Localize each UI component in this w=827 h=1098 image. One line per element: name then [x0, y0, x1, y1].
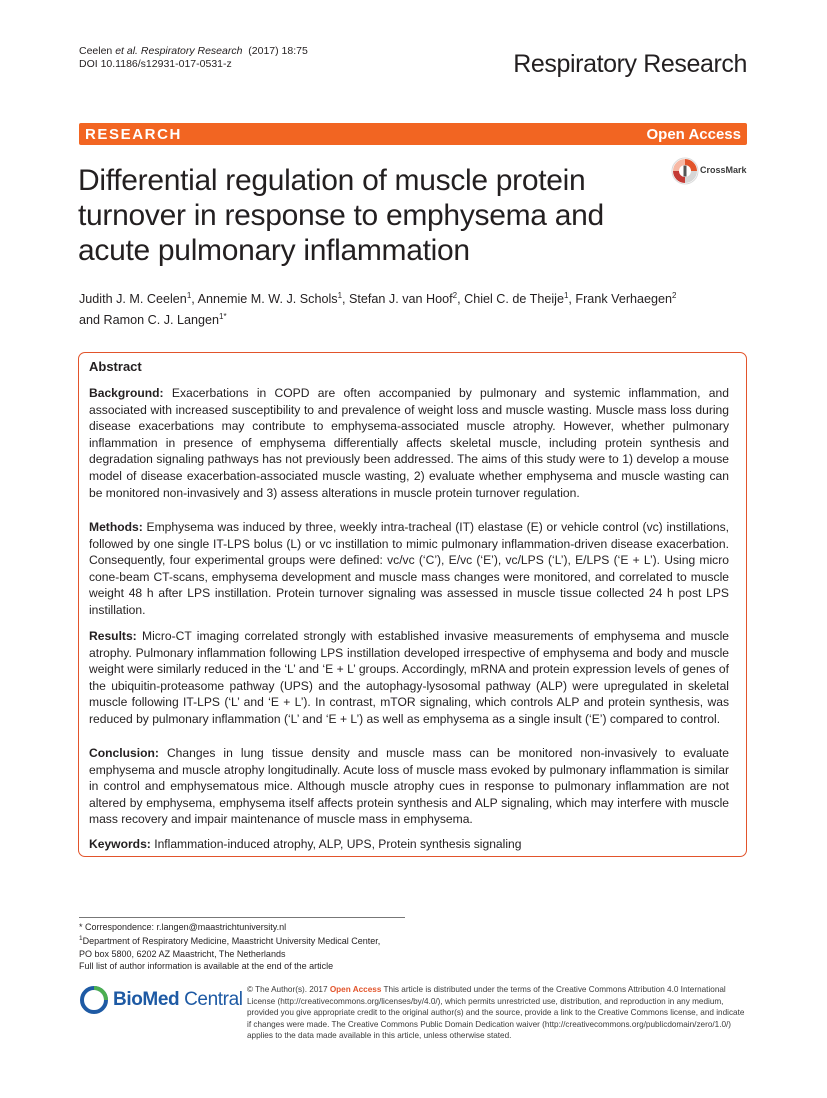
correspondence-note[interactable]: * Correspondence: r.langen@maastrichtuniversity.nl [79, 922, 287, 932]
title-line: acute pulmonary inflammation [78, 234, 470, 267]
author-affiliation: 1 [186, 291, 192, 300]
crossmark-label: CrossMark [700, 165, 747, 175]
abstract-box [78, 352, 747, 857]
affiliation-line: Department of Respiratory Medicine, Maastricht University Medical Center, [82, 936, 381, 947]
methods-text: Emphysema was induced by three, weekly intra-tracheal (IT) elastase (E) or vehicle control (vc) instillations, followed by one single IT-LPS bolus (L) or vc instillation to mimic pulmonary inflammation-driven disease exacerbation. Consequently, four experimental groups were defined: vc/vc (‘C’), E/vc (‘E’), vc/LPS (‘L’), E/LPS (‘E + L’). Using micro cone-beam CT-scans, emphysema development and muscle mass changes were monitored, and correlated to muscle weight 48 h after LPS instillation. Protein turnover signaling was assessed in muscle tissue collected 24 h post LPS instillation. [89, 520, 729, 617]
author-name[interactable]: Frank Verhaegen [575, 292, 673, 307]
citation-authors: Ceelen [79, 45, 113, 57]
citation-line [79, 45, 308, 58]
citation-journal: Respiratory Research [140, 45, 243, 57]
author-affiliation: 1 [563, 291, 569, 300]
footnote-divider [79, 917, 405, 918]
affiliation-number: 1 [79, 935, 83, 943]
footnotes [79, 921, 419, 973]
abstract-results [89, 628, 729, 728]
biomed-central-wordmark [113, 989, 243, 1011]
conclusion-label: Conclusion: [89, 746, 159, 760]
author-name[interactable]: Judith J. M. Ceelen [79, 292, 187, 307]
author-list: Judith J. M. Ceelen$^1$, Annemie M. W. J. Schols$^1$, Stefan J. van Hoof$^2$, Chiel C. de Theije$^1$, Frank Verhaegen$^2$ and Ramon C. J. Langen$^{1*}$ [79, 291, 677, 328]
results-label: Results: [89, 629, 137, 643]
biomed-central-icon [79, 985, 109, 1015]
results-text: Micro-CT imaging correlated strongly with established invasive measurements of emphysema and muscle atrophy. Pulmonary inflammation following LPS instillation developed irrespective of emphysema and body and muscle weight were similarly reduced in the ‘L’ and ‘E + L’ groups. Accordingly, mRNA and protein expression levels of genes of the ubiquitin-proteasome pathway (UPS) and the autophagy-lysosomal pathway (ALP) were upregulated in skeletal muscle following IT-LPS (‘L’ and ‘E + L’). In contrast, mTOR signaling, which controls ALP and protein synthesis, was reduced by pulmonary inflammation (‘L’ and ‘E + L’) as well as emphysema as a single insult (‘E’) compared to control. [89, 629, 729, 726]
author-affiliation: 2 [672, 291, 677, 300]
doi[interactable]: DOI 10.1186/s12931-017-0531-z [79, 58, 232, 70]
author-affiliation: 1 [337, 291, 343, 300]
affiliation-address: PO box 5800, 6202 AZ Maastricht, The Netherlands [79, 948, 286, 959]
abstract-keywords [89, 836, 729, 853]
keywords-label: Keywords: [89, 837, 151, 851]
article-type-banner [79, 123, 747, 145]
title-line: turnover in response to emphysema and [78, 199, 604, 232]
license-text [247, 984, 747, 1042]
keywords-text: Inflammation-induced atrophy, ALP, UPS, Protein synthesis signaling [154, 837, 522, 851]
citation-etal: et al. [115, 45, 138, 57]
author-name[interactable]: Chiel C. de Theije [464, 292, 564, 307]
title-line: Differential regulation of muscle protein [78, 164, 586, 197]
citation-year-volume: (2017) 18:75 [248, 45, 308, 57]
crossmark-badge[interactable] [671, 157, 749, 187]
abstract-background [89, 385, 729, 501]
author-name[interactable]: Stefan J. van Hoof [349, 292, 453, 307]
author-affiliation: 1* [219, 312, 227, 322]
full-author-info-note: Full list of author information is available at the end of the article [79, 961, 334, 972]
logo-regular-text: Central [184, 989, 243, 1010]
copyright: © The Author(s). 2017 [247, 985, 328, 994]
background-text: Exacerbations in COPD are often accompanied by pulmonary and systemic inflammation, and associated with increased susceptibility to and prevalence of weight loss and muscle wasting. Muscle mass loss during disease exacerbations may contribute to emphysema-associated muscle atrophy. However, whether pulmonary inflammation in presence of emphysema differentially affects skeletal muscle, including protein synthesis and degradation signaling pathways has not previously been addressed. The aims of this study were to 1) develop a mouse model of disease exacerbation-associated muscle wasting, 2) evaluate whether emphysema and muscle wasting can be monitored non-invasively and 3) assess alterations in muscle protein turnover regulation. [89, 386, 729, 500]
journal-name: Respiratory Research [513, 50, 747, 78]
article-title [78, 163, 678, 268]
open-access-mark: Open Access [329, 985, 382, 994]
methods-label: Methods: [89, 520, 143, 534]
conclusion-text: Changes in lung tissue density and muscle mass can be monitored non-invasively to evaluate emphysema and muscle atrophy longitudinally. Acute loss of muscle mass evoked by pulmonary inflammation is similar in control and emphysematous mice. Although muscle atrophy cues in response to pulmonary inflammation are not altered by emphysema, emphysema itself affects protein synthesis and ALP signaling, which may interfere with muscle mass recovery and impair maintenance of muscle mass in emphysema. [89, 746, 729, 827]
background-label: Background: [89, 386, 164, 400]
author-affiliation: 2 [452, 291, 458, 300]
logo-bold-text: BioMed [113, 989, 180, 1010]
open-access-label[interactable]: Open Access [646, 126, 741, 143]
article-type-label: RESEARCH [85, 126, 182, 143]
abstract-methods [89, 519, 729, 619]
abstract-heading: Abstract [89, 359, 142, 374]
biomed-central-logo[interactable] [79, 985, 243, 1019]
author-name[interactable]: Annemie M. W. J. Schols [197, 292, 338, 307]
abstract-conclusion [89, 745, 729, 828]
affiliation-note [79, 933, 419, 947]
license-body: This article is distributed under the terms of the Creative Commons Attribution 4.0 International License (http://creativecommons.org/licenses/by/4.0/), which permits unrestricted use, distribution, and reproduction in any medium, provided you give appropriate credit to the original author(s) and the source, provide a link to the Creative Commons license, and indicate if changes were made. The Creative Commons Public Domain Dedication waiver (http://creativecommons.org/publicdomain/zero/1.0/) applies to the data made available in this article, unless otherwise stated. [247, 985, 745, 1041]
author-name[interactable]: Ramon C. J. Langen [103, 313, 220, 328]
